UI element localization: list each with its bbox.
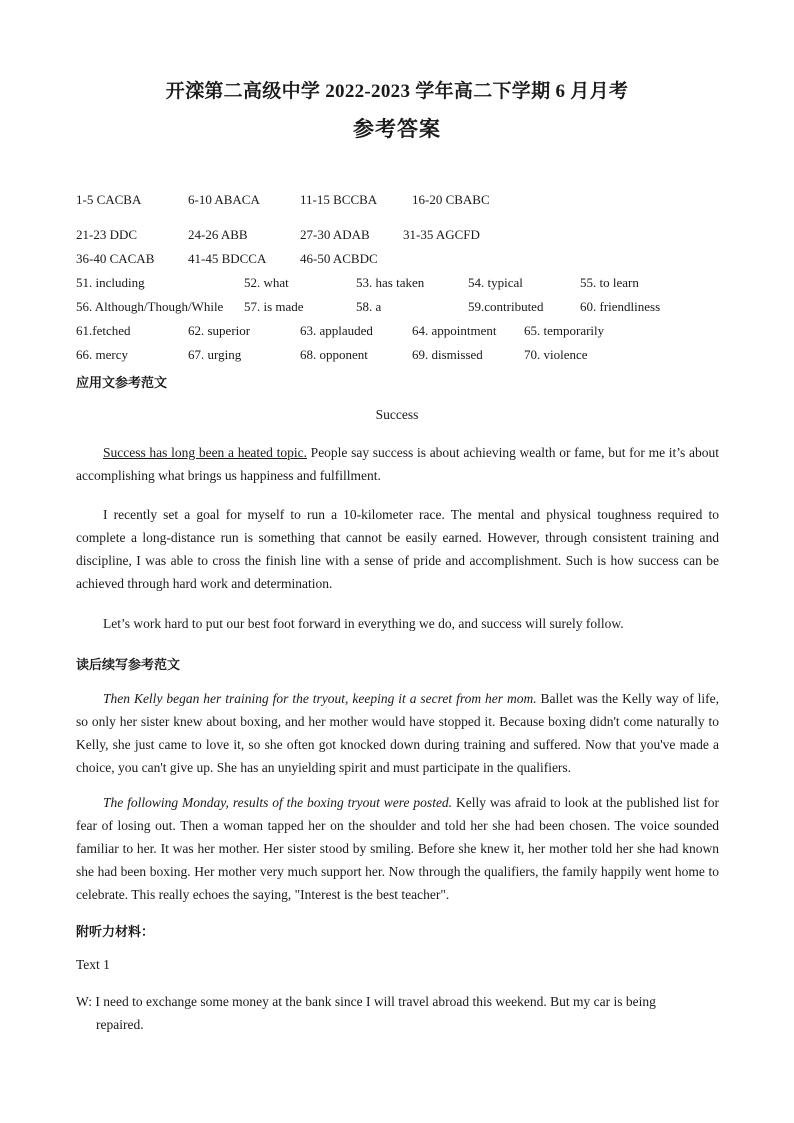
essay-paragraph: Let’s work hard to put our best foot forward in everything we do, and success will surely follow. [103,616,624,631]
answer-item: 55. to learn [580,275,639,290]
answer-item: 62. superior [188,323,251,338]
answer-item: 27-30 ADAB [300,227,370,242]
document-subtitle: 参考答案 [353,117,441,141]
continuation-paragraph-text: Kelly was afraid to look at the published list for fear of losing out. Then a woman tapped her on the shoulder and told her she had been chosen. The voice sounded familiar to her. It was her mother. Her sister stood by smiling. Before she knew it, her mother told her she had known she had been boxing. Her mother very much support her. Now through the qualifiers, the family happily went home to celebrate. This really echoes the saying, "Interest is the best teacher". [76,795,719,902]
continuation-opening-sentence: The following Monday, results of the boxing tryout were posted. [103,795,453,810]
essay-topic-sentence: Success has long been a heated topic. [103,445,307,460]
answer-item: 51. including [76,275,145,290]
answer-item: 67. urging [188,347,242,362]
answer-item: 53. has taken [356,275,425,290]
answer-item: 36-40 CACAB [76,251,155,266]
answer-item: 68. opponent [300,347,368,362]
listening-text-label: Text 1 [76,957,110,972]
essay-title: Success [375,407,419,422]
answer-item: 70. violence [524,347,588,362]
answer-item: 60. friendliness [580,299,661,314]
continuation-paragraph-text: Ballet was the Kelly way of life, so only her sister knew about boxing, and her mother would have stopped it. Because boxing didn't come naturally to Kelly, she just came to love it, so she often got knocked down during training and suffered. Now that you've made a choice, you can't give up. She has an unyielding spirit and must participate in the qualifiers. [76,691,719,775]
answer-item: 31-35 AGCFD [403,227,480,242]
answer-item: 46-50 ACBDC [300,251,378,266]
continuation-opening-sentence: Then Kelly began her training for the tryout, keeping it a secret from her mom. [103,691,537,706]
essay-paragraph: I recently set a goal for myself to run a 10-kilometer race. The mental and physical toughness required to complete a long-distance run is something that cannot be easily earned. However, through consistent training and discipline, I was able to cross the finish line with a sense of pride and accomplishment. Such is how success can be achieved through hard work and determination. [76,507,719,591]
continuation-section-label: 读后续写参考范文 [76,658,181,673]
answer-item: 21-23 DDC [76,227,138,242]
answer-item: 11-15 BCCBA [300,192,378,207]
document-title: 开滦第二高级中学 2022-2023 学年高二下学期 6 月月考 [165,81,629,102]
answer-item: 1-5 CACBA [76,192,142,207]
listening-dialog-line: W: I need to exchange some money at the bank since I will travel abroad this weekend. But my car is being repaired. [76,994,656,1032]
answer-item: 61.fetched [76,323,131,338]
essay-paragraph-text: People say success is about achieving wealth or fame, but for me it’s about accomplishing what brings us happiness and fulfillment. [76,445,719,483]
continuation-paragraph [76,791,719,906]
answer-item: 41-45 BDCCA [188,251,267,266]
answer-item: 54. typical [468,275,523,290]
essay-paragraph [76,441,719,487]
listening-section-label: 附听力材料： [76,925,155,940]
writing-section-label: 应用文参考范文 [76,376,168,391]
continuation-paragraph [76,687,719,779]
answer-item: 65. temporarily [524,323,605,338]
answer-item: 59.contributed [468,299,544,314]
answer-item: 69. dismissed [412,347,483,362]
answer-item: 24-26 ABB [188,227,248,242]
answer-item: 58. a [356,299,382,314]
answer-item: 16-20 CBABC [412,192,490,207]
answer-item: 64. appointment [412,323,497,338]
answer-item: 52. what [244,275,289,290]
answer-item: 56. Although/Though/While [76,299,224,314]
answer-item: 57. is made [244,299,304,314]
answer-item: 66. mercy [76,347,128,362]
answer-item: 63. applauded [300,323,373,338]
answer-item: 6-10 ABACA [188,192,260,207]
